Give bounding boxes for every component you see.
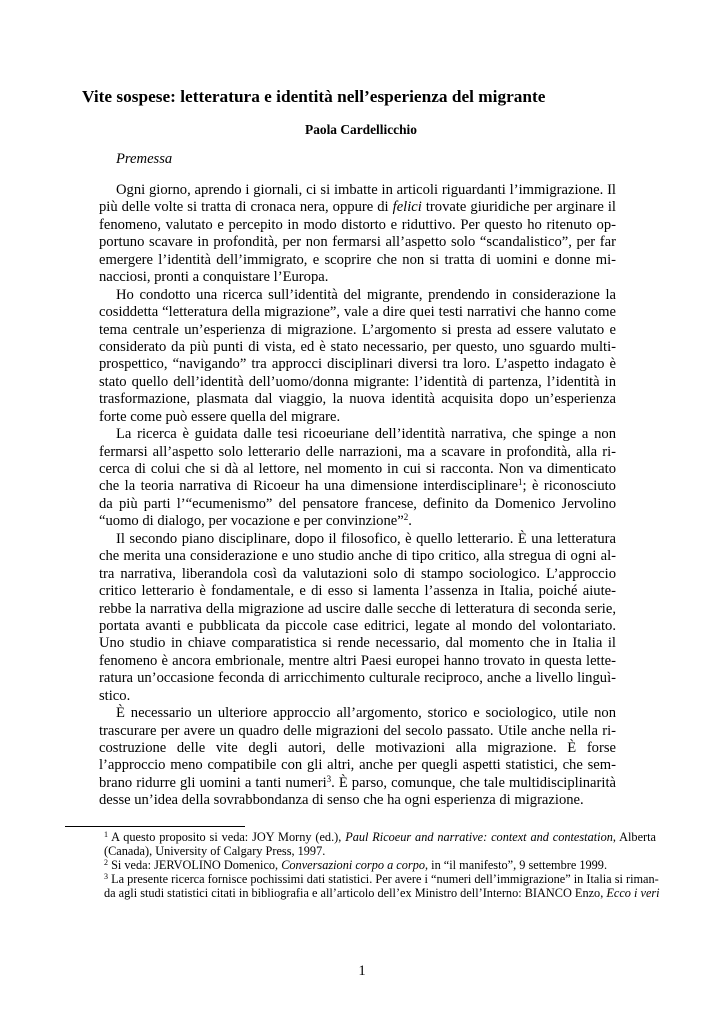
- footnote-separator: [65, 826, 245, 827]
- body-line: brano ridurre gli uomini a tanti numeri$^3$. È parso, comunque, che tale multidisciplinarità: [99, 773, 616, 791]
- body-line: È necessario un ulteriore approccio all’argomento, storico e sociologico, utile non: [116, 705, 616, 722]
- body-line: più delle volte si tratta di cronaca nera, oppure di felici trovate giuridiche per arginare il: [99, 199, 616, 216]
- footnote-line: da agli studi statistici citati in bibliografia e all’articolo dell’ex Ministro dell’Interno: BIANCO Enzo, Ecco i veri: [104, 886, 660, 901]
- footnote-ref: 2: [403, 512, 409, 523]
- body-line: fenomeno, valutato e percepito in modo distorto e riduttivo. Per questo ho ritenuto op-: [99, 216, 616, 233]
- body-line: tra narrativa, liberandola così da valutazioni solo di stampo sociologico. L’approccio: [99, 565, 616, 582]
- body-line: l’approccio meno compatibile con gli altri, anche per quegli aspetti statistici, che sem-: [99, 757, 616, 774]
- body-line: trascurare per avere un quadro delle migrazioni del secolo passato. Utile anche nella ri-: [99, 722, 616, 739]
- body-line: portuno scavare in profondità, per non fermarsi all’aspetto solo “scandalistico”, per far: [99, 234, 616, 251]
- author-name: Paola Cardellicchio: [305, 122, 417, 137]
- body-line: Uno studio in chiave comparatistica si rende necessario, dal momento che in Italia il: [99, 635, 616, 652]
- body-line: “uomo di dialogo, per vocazione e per convinzione”$^2$.: [99, 512, 412, 530]
- body-text: [99, 182, 616, 810]
- body-line: forte come può essere quella del migrare.: [99, 408, 341, 425]
- body-line: La ricerca è guidata dalle tesi ricoeuriane dell’identità narrativa, che spinge a non: [116, 426, 616, 443]
- body-line: costruzione delle vite degli autori, delle motivazioni alla migrazione. È forse: [99, 740, 616, 756]
- body-line: portata avanti e pubblicata da piccole case editrici, legate al mondo del volontariato.: [99, 617, 616, 634]
- body-line: rebbe la narrativa della migrazione ad uscire dalle secche di letteratura di seconda serie,: [99, 600, 616, 617]
- page-number: 1: [358, 963, 366, 979]
- body-line: fermarsi all’aspetto solo letterario delle narrazioni, ma a scavare in profondità, alla ri-: [99, 443, 616, 460]
- footnotes: [104, 830, 660, 901]
- footnote-line: $^2$ Si veda: JERVOLINO Domenico, Conversazioni corpo a corpo, in “il manifesto”, 9 settembre 1999.: [104, 858, 608, 873]
- body-line: cosiddetta “letteratura della migrazione”, vale a dire quei testi narrativi che hanno come: [99, 304, 616, 321]
- body-line: considerato da più punti di vista, ed è stato necessario, per questo, uno sguardo multi-: [99, 338, 616, 355]
- footnote-number: 2: [104, 858, 108, 868]
- body-line: nacciosi, pronti a conquistare l’Europa.: [99, 269, 329, 286]
- footnote-number: 3: [104, 872, 108, 882]
- body-line: Ogni giorno, aprendo i giornali, ci si imbatte in articoli riguardanti l’immigrazione. Il: [116, 182, 616, 198]
- body-line: desse un’idea della sovrabbondanza di senso che ha ogni esperienza di migrazione.: [99, 792, 584, 809]
- body-line: tema centrale un’esperienza di migrazione. L’argomento si presta ad essere valutato e: [99, 321, 616, 338]
- body-line: Il secondo piano disciplinare, dopo il filosofico, è quello letterario. È una letteratura: [116, 530, 616, 547]
- footnote-line: (Canada), University of Calgary Press, 1997.: [104, 844, 326, 859]
- section-heading: Premessa: [116, 151, 173, 167]
- body-line: prospettico, “navigando” tra approcci disciplinari diversi tra loro. L’aspetto indagato è: [99, 356, 616, 373]
- body-line: cerca di colui che si dà al lettore, nel momento in cui si racconta. Non va dimenticato: [99, 461, 616, 477]
- body-line: fenomeno è ancora embrionale, mentre altri Paesi europei hanno trovato in questa lette-: [99, 652, 616, 669]
- body-line: critico letterario è fondamentale, e di esso si lamenta l’assenza in Italia, poiché aiute-: [99, 583, 616, 600]
- footnote-ref: 1: [518, 477, 523, 488]
- body-line: stato quello dell’identità dell’uomo/donna migrante: l’identità di partenza, l’identità in: [99, 373, 616, 390]
- footnote-ref: 3: [326, 773, 332, 784]
- footnote-line: $^1$ A questo proposito si veda: JOY Morny (ed.), Paul Ricoeur and narrative: context and contestation, Alberta: [104, 830, 657, 844]
- body-line: Ho condotto una ricerca sull’identità del migrante, prendendo in considerazione la: [116, 286, 616, 303]
- body-line: emergere l’identità dell’immigrato, e scoprire che non si tratta di uomini e donne mi-: [99, 251, 616, 268]
- footnote-number: 1: [104, 830, 108, 839]
- paper-title: Vite sospese: letteratura e identità nell’esperienza del migrante: [82, 87, 546, 106]
- footnote-line: $^3$ La presente ricerca fornisce pochissimi dati statistici. Per avere i “numeri dell’immigrazione” in Italia si riman-: [104, 872, 659, 887]
- body-line: che merita una considerazione e uno studio anche di tipo critico, alla stregua di ogni al-: [99, 548, 616, 565]
- body-line: da più parti l’“ecumenismo” del pensatore francese, definito da Domenico Jervolino: [99, 495, 616, 512]
- body-line: trasformazione, plasmata dal viaggio, la nuova identità acquisita dopo un’esperienza: [99, 391, 616, 408]
- body-line: ratura un’occasione feconda di arricchimento culturale reciproco, anche a livello linguì-: [99, 670, 616, 687]
- body-line: che la teoria narrativa di Ricoeur ha una dimensione interdisciplinare$^1$; è riconosciuto: [99, 477, 616, 495]
- emphasis-word: felici: [392, 199, 422, 216]
- body-line: stico.: [99, 687, 131, 704]
